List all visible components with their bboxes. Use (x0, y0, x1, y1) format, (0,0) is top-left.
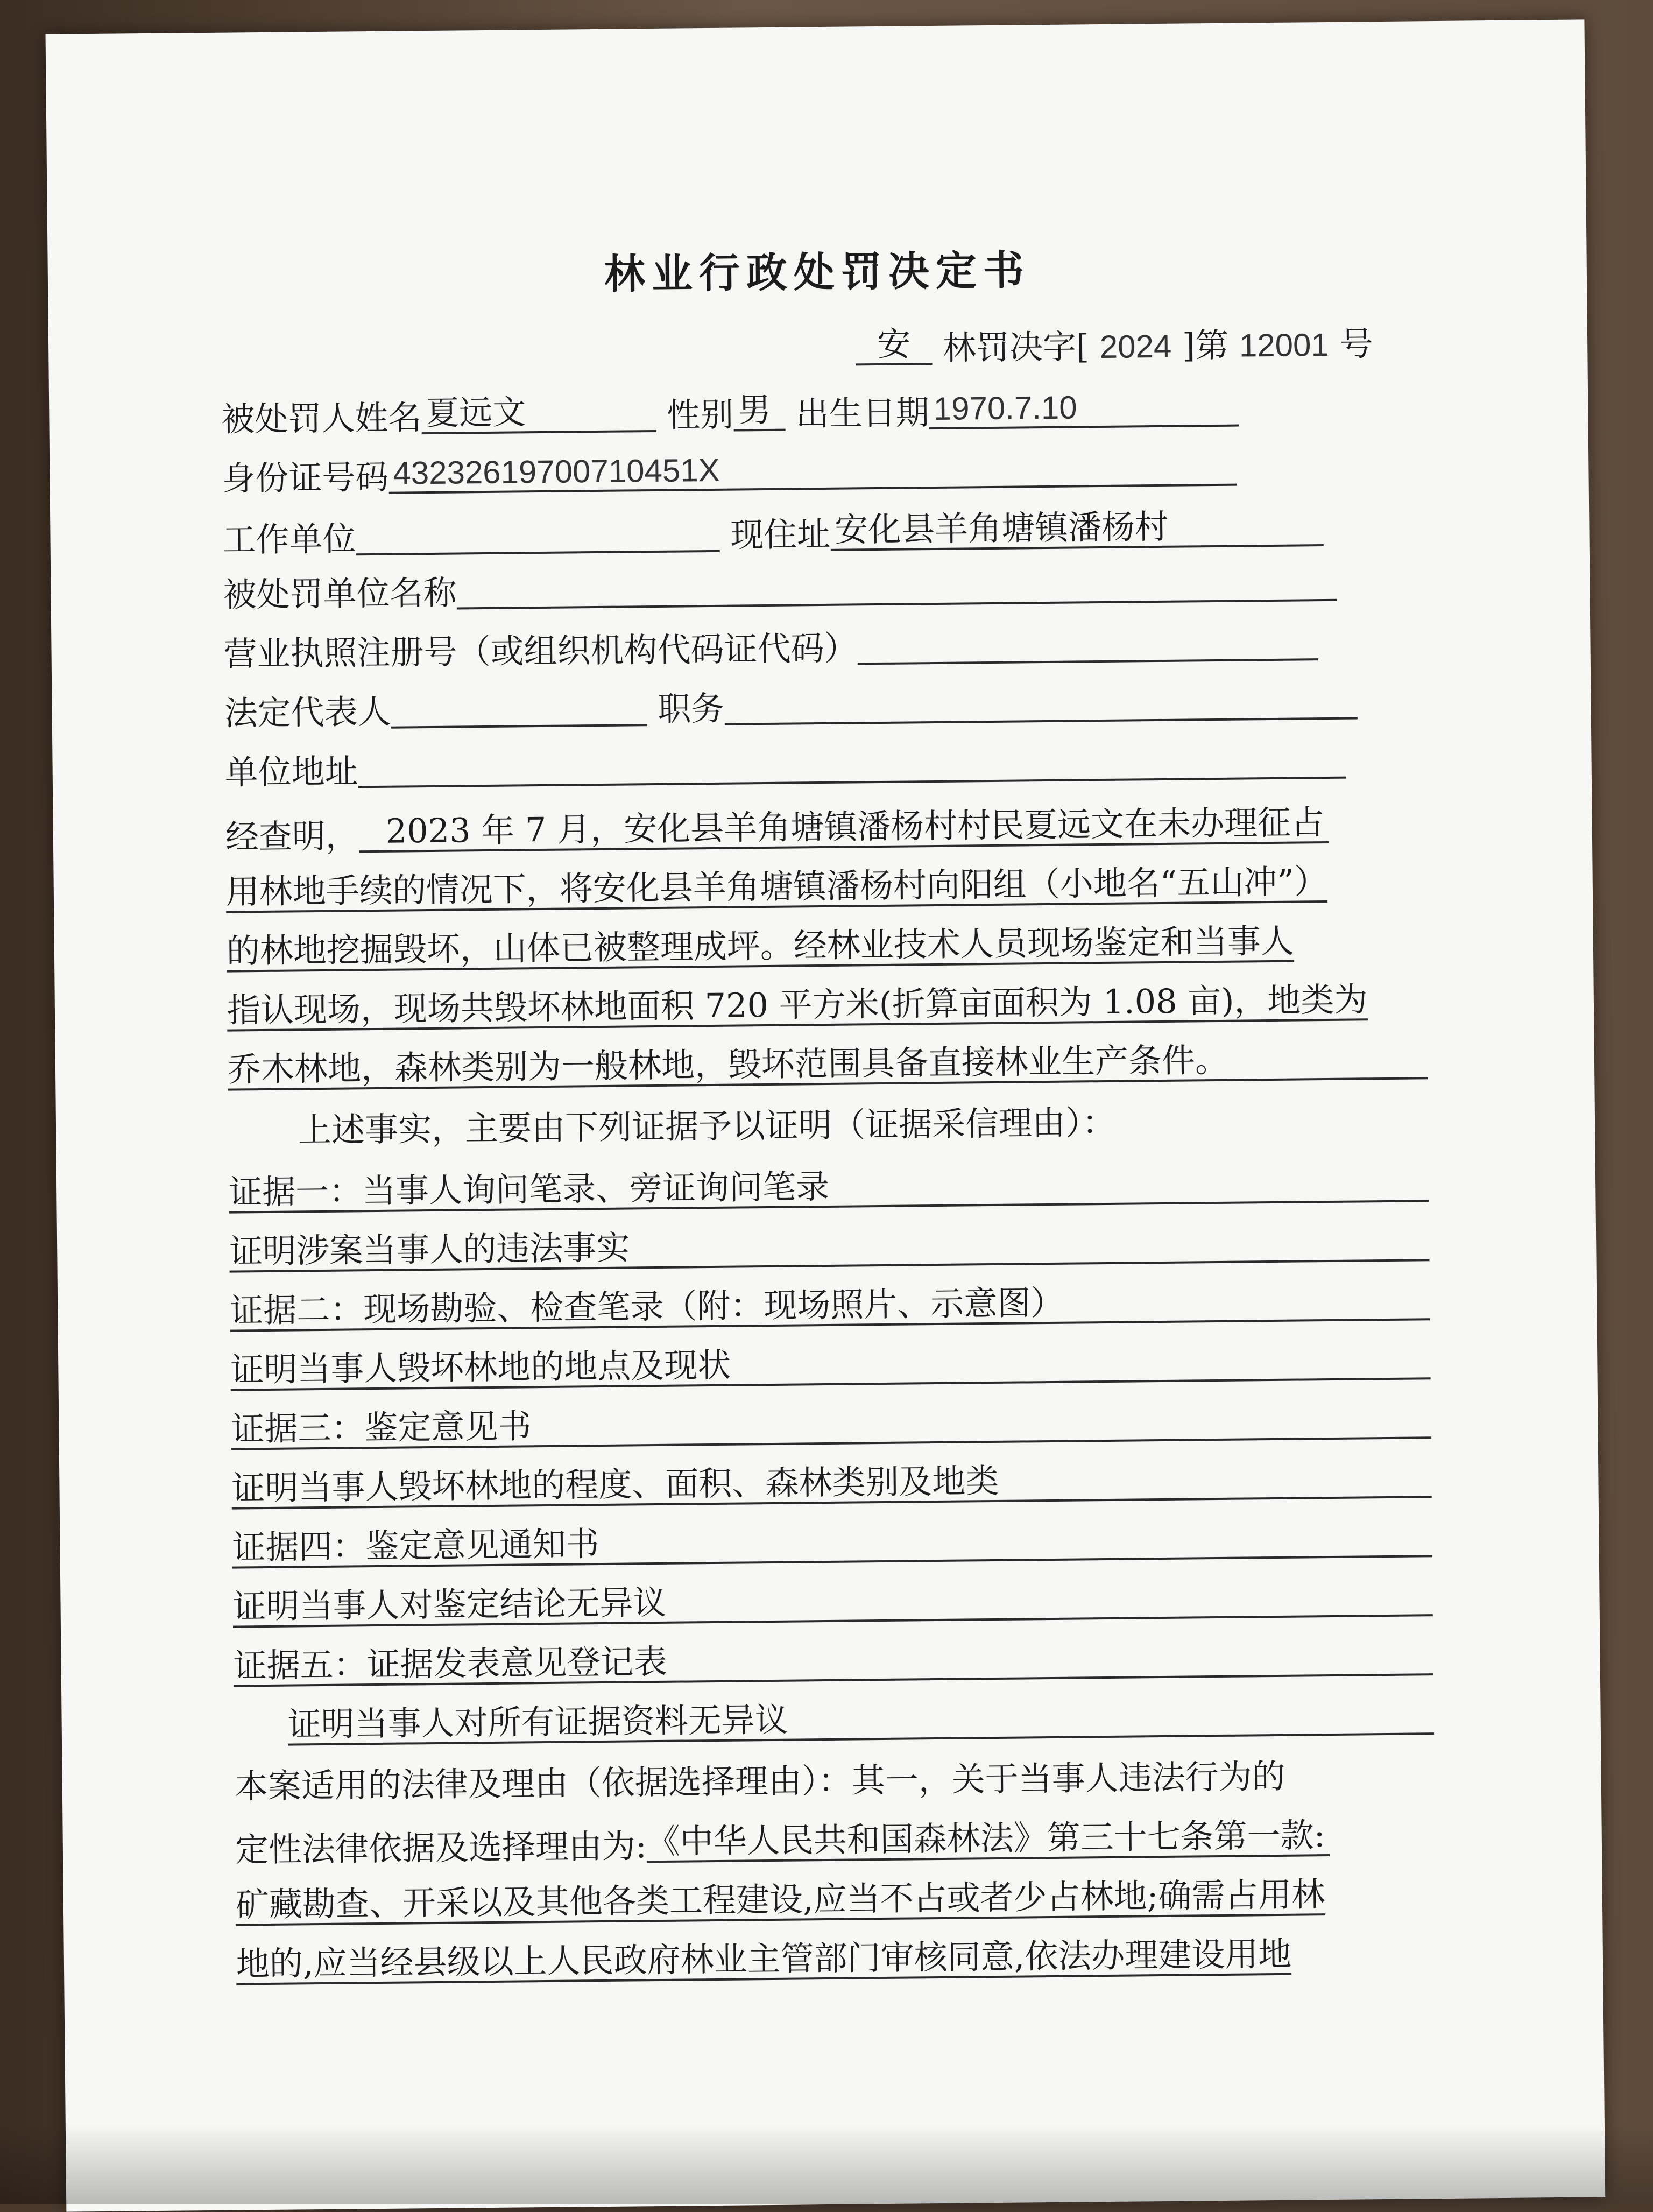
document-page (46, 19, 1606, 2211)
evidence-label: 证据二： (229, 1290, 364, 1330)
id-value: 43232619700710451X (388, 449, 1237, 494)
evidence-item (230, 1283, 1430, 1332)
evidence-item (229, 1164, 1429, 1213)
case-prefix: 安 (856, 327, 933, 365)
name-value: 夏远文 (421, 395, 656, 434)
case-serial: 12001 (1239, 326, 1330, 364)
unit-name-label: 被处罚单位名称 (223, 573, 457, 615)
name-label: 被处罚人姓名 (221, 398, 422, 439)
case-middle2: ]第 (1182, 325, 1229, 365)
evidence-item (231, 1401, 1431, 1450)
case-middle: 林罚决字[ (942, 327, 1090, 368)
law-line-3: 矿藏勘查、开采以及其他各类工程建设,应当不占或者少占林地;确需占用林 (236, 1878, 1325, 1926)
facts-lead: 经查明， (225, 816, 359, 857)
case-number (856, 323, 1373, 368)
work-value (356, 548, 720, 555)
evidence-text: 鉴定意见通知书 (365, 1524, 599, 1566)
gender-label: 性别 (666, 395, 734, 435)
legal-rep-value (391, 722, 647, 729)
row-unit-name (223, 568, 1337, 615)
facts-line-4: 指认现场，现场共毁坏林地面积 720 平方米(折算亩面积为 1.08 亩)，地类为 (227, 983, 1368, 1031)
evidence-text: 现场勘验、检查笔录（附：现场照片、示意图） (363, 1283, 1064, 1329)
birth-label: 出生日期 (795, 393, 930, 434)
law-line-1: 本案适用的法律及理由（依据选择理由）：其一，关于当事人违法行为的 (234, 1756, 1286, 1806)
evidence-text: 证据发表意见登记表 (366, 1642, 667, 1685)
row-legal-rep (224, 686, 1357, 733)
evidence-item (233, 1638, 1433, 1687)
address-value: 安化县羊角塘镇潘杨村 (830, 509, 1324, 551)
evidence-text: 当事人询问笔录、旁证询问笔录 (362, 1166, 830, 1211)
address-label: 现住址 (730, 514, 831, 555)
law-line-2 (235, 1815, 1330, 1870)
facts-text-1: 2023 年 7 月，安化县羊角塘镇潘杨村村民夏远文在未办理征占 (358, 806, 1329, 853)
facts-line-1 (225, 802, 1329, 857)
evidence-label: 证据四： (232, 1526, 366, 1567)
document-title: 林业行政处罚决定书 (604, 246, 1031, 298)
facts-line-5: 乔木林地，森林类别为一般林地，毁坏范围具备直接林业生产条件。 (228, 1041, 1428, 1090)
law-line-2-intro: 定性法律依据及选择理由为: (235, 1826, 647, 1870)
evidence-proof: 证明当事人对所有证据资料无异议 (287, 1697, 1434, 1745)
row-license (223, 627, 1318, 674)
evidence-proof: 证明当事人对鉴定结论无异议 (232, 1579, 1433, 1628)
license-value (858, 656, 1318, 665)
unit-address-label: 单位地址 (224, 751, 359, 792)
case-suffix: 号 (1339, 324, 1373, 364)
case-year: 2024 (1099, 328, 1172, 365)
gender-value: 男 (733, 393, 786, 432)
unit-address-value (358, 774, 1346, 788)
position-label: 职务 (658, 688, 725, 729)
facts-line-2: 用林地手续的情况下，将安化县羊角塘镇潘杨村向阳组（小地名“五山冲”） (226, 865, 1328, 913)
row-id (222, 449, 1237, 496)
facts-line-3: 的林地挖掘毁坏，山体已被整理成坪。经林业技术人员现场鉴定和当事人 (227, 925, 1295, 973)
license-label: 营业执照注册号（或组织机构代码证代码） (223, 628, 858, 674)
evidence-label: 证据三： (231, 1408, 365, 1449)
evidence-label: 证据一： (228, 1171, 363, 1212)
law-citation: 《中华人民共和国森林法》第三十七条第一款: (646, 1819, 1330, 1863)
work-label: 工作单位 (222, 519, 356, 560)
row-work (222, 506, 1323, 560)
evidence-text: 鉴定意见书 (364, 1406, 532, 1448)
row-name (221, 389, 1239, 439)
evidence-item (232, 1519, 1432, 1568)
legal-rep-label: 法定代表人 (224, 692, 392, 733)
evidence-label: 证据五： (233, 1645, 367, 1686)
position-value (725, 715, 1358, 725)
evidence-intro: 上述事实，主要由下列证据予以证明（证据采信理由）： (298, 1102, 1116, 1150)
id-label: 身份证号码 (222, 457, 389, 498)
evidence-proof: 证明当事人毁坏林地的程度、面积、森林类别及地类 (231, 1460, 1432, 1509)
birth-value: 1970.7.10 (929, 390, 1239, 430)
law-line-4: 地的,应当经县级以上人民政府林业主管部门审核同意,依法办理建设用地 (236, 1938, 1292, 1985)
evidence-proof: 证明涉案当事人的违法事实 (229, 1223, 1430, 1272)
row-unit-address (224, 745, 1346, 790)
unit-name-value (457, 597, 1337, 610)
evidence-proof: 证明当事人毁坏林地的地点及现状 (230, 1342, 1431, 1391)
